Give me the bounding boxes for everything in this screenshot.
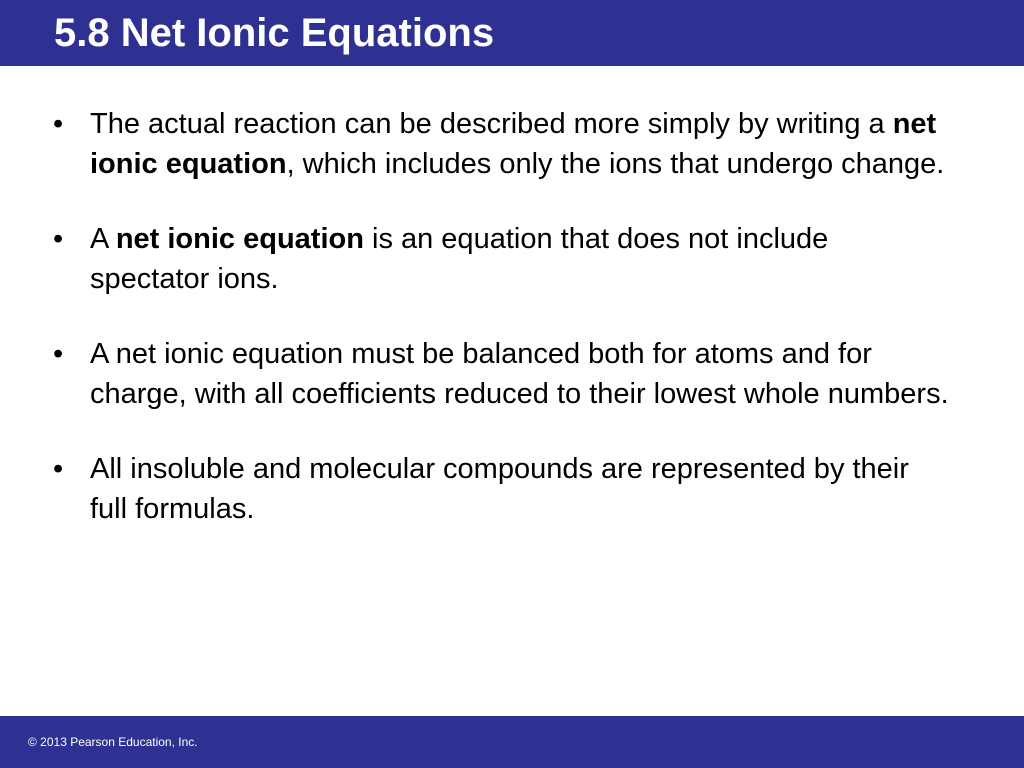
bullet-point-icon: • [53, 453, 64, 485]
bullet-item [0, 219, 950, 299]
bullet-item [0, 449, 950, 529]
bullet-point-icon: • [53, 338, 64, 370]
slide-title: 5.8 Net Ionic Equations [54, 11, 495, 55]
bullet-term-highlight: net ionic equation [90, 108, 937, 180]
bullet-item [0, 334, 950, 414]
copyright-notice: © 2013 Pearson Education, Inc. [28, 735, 198, 749]
bullet-text-part: All insoluble and molecular compounds are represented by their full formulas. [90, 453, 909, 525]
bullet-text-part: is an equation that does not include spectator ions. [90, 223, 829, 295]
bullet-text-part: The actual reaction can be described more simply by writing a [90, 108, 893, 140]
title-bar [0, 0, 1024, 66]
bullet-point-icon: • [53, 223, 64, 255]
bullet-text-part: , which includes only the ions that undergo change. [286, 148, 945, 180]
bullet-item [0, 104, 950, 184]
bullet-list [0, 104, 1024, 564]
bullet-text-part: A [90, 223, 116, 255]
bullet-point-icon: • [53, 108, 64, 140]
footer-bar [0, 716, 1024, 768]
bullet-term-highlight: net ionic equation [115, 223, 364, 255]
bullet-text-part: A net ionic equation must be balanced both for atoms and for charge, with all coefficients reduced to their lowest whole numbers. [90, 338, 949, 410]
